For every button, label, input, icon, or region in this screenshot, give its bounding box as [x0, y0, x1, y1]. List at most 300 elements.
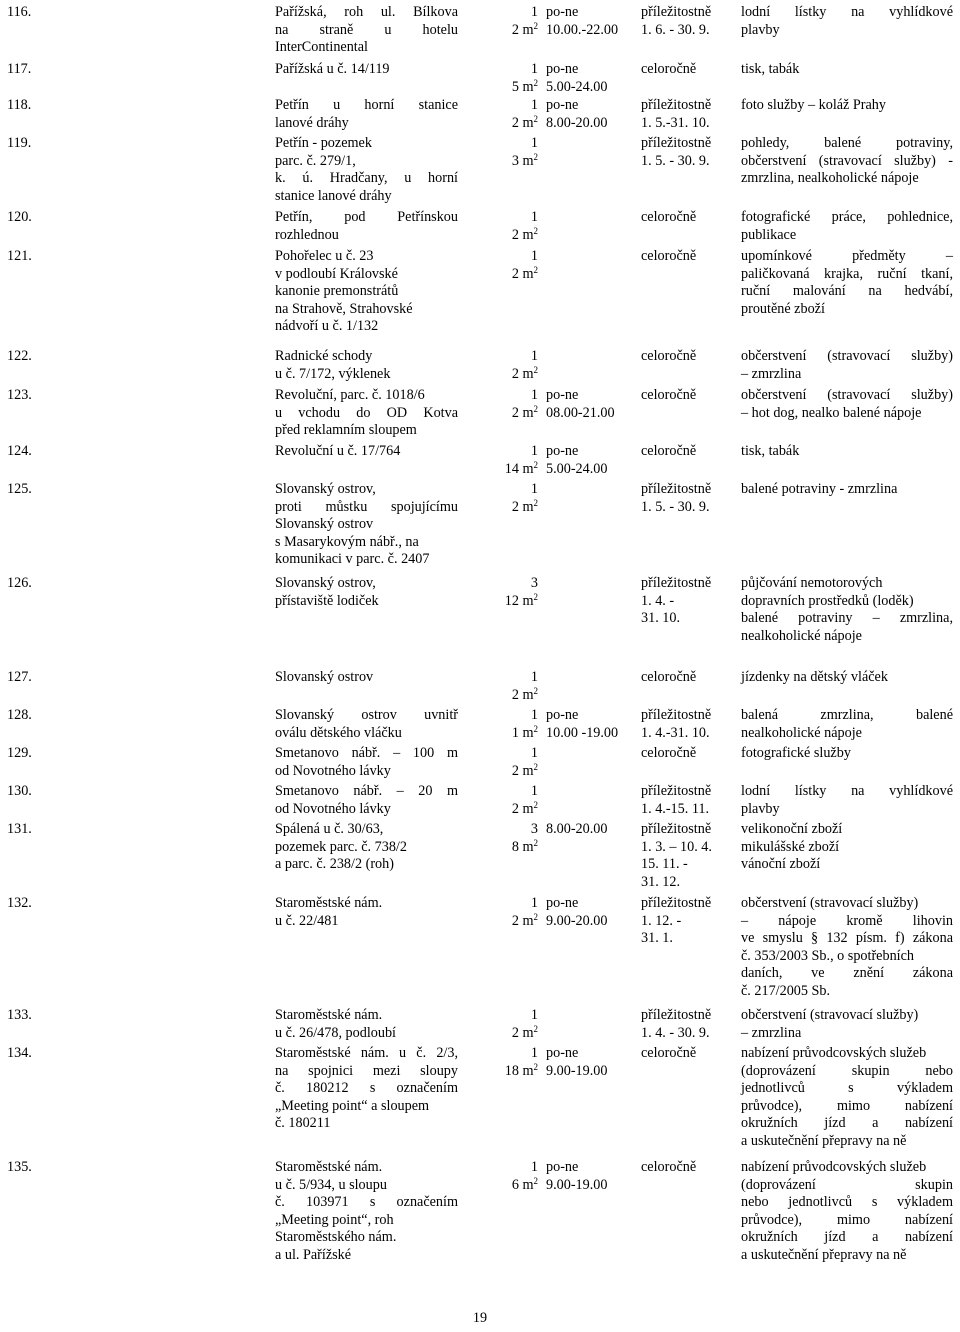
row-number	[7, 669, 67, 687]
cell-line: tisk, tabák	[741, 61, 800, 77]
area-superscript: 2	[533, 403, 538, 414]
period-cell	[641, 745, 735, 763]
area-superscript: 2	[533, 20, 538, 31]
cell-line: – hot dog, nealko balené nápoje	[741, 404, 922, 421]
cell-line: po-ne	[546, 387, 579, 403]
stall-area-value: 1 m	[511, 724, 534, 741]
cell-line: u č. 22/481	[275, 912, 339, 929]
row-number	[7, 4, 67, 22]
location-cell	[275, 783, 458, 818]
goods-cell	[741, 783, 953, 818]
cell-line: paličkovaná krajka, ruční tkaní,	[741, 265, 953, 282]
row-number-text: 118.	[7, 97, 32, 113]
area-cell	[470, 745, 538, 780]
hours-cell	[546, 821, 638, 839]
cell-line: příležitostně	[641, 821, 712, 837]
row-number-text: 119.	[7, 135, 32, 151]
cell-line: č. 180211	[275, 1115, 331, 1132]
cell-line: ruční malování na hedvábí,	[741, 283, 953, 300]
row-number-text: 131.	[7, 821, 32, 837]
area-superscript: 2	[533, 761, 538, 772]
goods-cell	[741, 248, 953, 318]
cell-line: celoročně	[641, 669, 697, 685]
hours-cell	[546, 61, 638, 96]
goods-cell	[741, 707, 953, 742]
row-number	[7, 1007, 67, 1025]
row-number-text: 132.	[7, 895, 32, 911]
stall-count: 1	[530, 895, 538, 911]
cell-line: Spálená u č. 30/63,	[275, 821, 384, 837]
cell-line: 5.00-24.00	[546, 460, 608, 477]
cell-line: příležitostně	[641, 481, 712, 497]
cell-line: „Meeting point“ a sloupem	[275, 1097, 430, 1114]
location-cell	[275, 669, 458, 687]
area-cell	[470, 821, 538, 856]
stall-area-value: 12 m	[504, 592, 534, 609]
goods-cell	[741, 1159, 953, 1265]
stall-area-value: 2 m	[511, 21, 534, 38]
period-cell	[641, 61, 735, 79]
row-number-text: 124.	[7, 443, 32, 459]
cell-line: jednotlivců s výkladem	[741, 1080, 953, 1097]
cell-line: č. 353/2003 Sb., o spotřebních	[741, 947, 914, 964]
stall-count: 1	[530, 1159, 538, 1175]
goods-cell	[741, 97, 953, 115]
cell-line: u č. 7/172, výklenek	[275, 365, 391, 382]
period-cell	[641, 387, 735, 405]
cell-line: zmrzlina, nealkoholické nápoje	[741, 170, 919, 187]
period-cell	[641, 1007, 735, 1042]
cell-line: č. 180212 s označením	[275, 1080, 458, 1097]
cell-line: daních, ve znění zákona	[741, 965, 953, 982]
row-number-text: 129.	[7, 745, 32, 761]
row-number-text: 134.	[7, 1045, 32, 1061]
stall-area	[470, 153, 538, 171]
area-cell	[470, 895, 538, 930]
area-cell	[470, 575, 538, 610]
period-cell	[641, 669, 735, 687]
cell-line: foto služby – koláž Prahy	[741, 97, 886, 113]
stall-area-value: 2 m	[511, 800, 534, 817]
stall-count: 1	[530, 61, 538, 77]
location-cell	[275, 348, 458, 383]
stall-count: 1	[530, 783, 538, 799]
area-cell	[470, 669, 538, 704]
row-number-text: 128.	[7, 707, 32, 723]
location-cell	[275, 1159, 458, 1265]
location-cell	[275, 209, 458, 244]
stall-area	[470, 115, 538, 133]
cell-line: Staroměstského nám.	[275, 1229, 397, 1246]
cell-line: příležitostně	[641, 135, 712, 151]
cell-line: občerstvení (stravovací služby)	[741, 895, 919, 911]
location-cell	[275, 481, 458, 569]
stall-area	[470, 725, 538, 743]
period-cell	[641, 1159, 735, 1177]
row-number	[7, 745, 67, 763]
cell-line: k. ú. Hradčany, u horní	[275, 170, 458, 187]
goods-cell	[741, 481, 953, 499]
cell-line: vánoční zboží	[741, 856, 821, 873]
period-cell	[641, 209, 735, 227]
goods-cell	[741, 443, 953, 461]
area-cell	[470, 707, 538, 742]
hours-cell	[546, 895, 638, 930]
area-superscript: 2	[533, 264, 538, 275]
area-cell	[470, 209, 538, 244]
cell-line: Radnické schody	[275, 348, 373, 364]
row-number	[7, 348, 67, 366]
cell-line: plavby	[741, 800, 780, 817]
cell-line: Staroměstské nám.	[275, 895, 383, 911]
goods-cell	[741, 821, 953, 874]
period-cell	[641, 1045, 735, 1063]
cell-line: občerstvení (stravovací služby)	[741, 1007, 919, 1023]
area-cell	[470, 783, 538, 818]
goods-cell	[741, 1007, 953, 1042]
stall-area-value: 3 m	[511, 152, 534, 169]
stall-area	[470, 1063, 538, 1081]
cell-line: u vchodu do OD Kotva	[275, 404, 458, 421]
stall-area-value: 2 m	[511, 686, 534, 703]
area-cell	[470, 135, 538, 170]
area-cell	[470, 387, 538, 422]
cell-line: nádvoří u č. 1/132	[275, 318, 379, 335]
goods-cell	[741, 209, 953, 244]
cell-line: celoročně	[641, 1045, 697, 1061]
stall-count: 1	[530, 1045, 538, 1061]
stall-count: 3	[530, 575, 538, 591]
period-cell	[641, 348, 735, 366]
cell-line: Slovanský ostrov uvnitř	[275, 707, 458, 723]
cell-line: parc. č. 279/1,	[275, 152, 356, 169]
location-cell	[275, 61, 458, 79]
cell-line: 1. 3. – 10. 4.	[641, 838, 712, 855]
cell-line: po-ne	[546, 707, 579, 723]
cell-line: příležitostně	[641, 895, 712, 911]
stall-area	[470, 763, 538, 781]
cell-line: Pařížská, roh ul. Bílkova	[275, 4, 458, 20]
row-number	[7, 1159, 67, 1177]
cell-line: lodní lístky na vyhlídkové	[741, 4, 953, 20]
row-number	[7, 135, 67, 153]
row-number-text: 135.	[7, 1159, 32, 1175]
area-superscript: 2	[533, 364, 538, 375]
location-cell	[275, 135, 458, 205]
row-number	[7, 97, 67, 115]
cell-line: Slovanský ostrov,	[275, 575, 376, 591]
cell-line: (doprovázení skupin nebo	[741, 1062, 953, 1079]
cell-line: u č. 5/934, u sloupu	[275, 1176, 387, 1193]
cell-line: mikulášské zboží	[741, 838, 840, 855]
stall-area	[470, 366, 538, 384]
cell-line: – zmrzlina	[741, 1024, 802, 1041]
area-superscript: 2	[533, 77, 538, 88]
row-number-text: 133.	[7, 1007, 32, 1023]
cell-line: příležitostně	[641, 707, 712, 723]
period-cell	[641, 707, 735, 742]
stall-count: 1	[530, 209, 538, 225]
area-superscript: 2	[533, 911, 538, 922]
row-number-text: 121.	[7, 248, 32, 264]
cell-line: Staroměstské nám. u č. 2/3,	[275, 1045, 458, 1061]
cell-line: nealkoholické nápoje	[741, 627, 862, 644]
location-cell	[275, 387, 458, 440]
cell-line: 1. 5. - 30. 9.	[641, 498, 710, 515]
cell-line: 8.00-20.00	[546, 821, 608, 837]
cell-line: 9.00-20.00	[546, 912, 608, 929]
period-cell	[641, 4, 735, 39]
cell-line: okružních jízd a nabízení	[741, 1115, 953, 1132]
area-superscript: 2	[533, 799, 538, 810]
cell-line: půjčování nemotorových	[741, 575, 883, 591]
row-number	[7, 1045, 67, 1063]
row-number	[7, 895, 67, 913]
cell-line: kanonie premonstrátů	[275, 283, 399, 300]
cell-line: publikace	[741, 226, 797, 243]
cell-line: po-ne	[546, 1045, 579, 1061]
row-number-text: 130.	[7, 783, 32, 799]
stall-area	[470, 79, 538, 97]
period-cell	[641, 443, 735, 461]
stall-count: 1	[530, 443, 538, 459]
stall-area	[470, 1025, 538, 1043]
cell-line: plavby	[741, 21, 780, 38]
cell-line: příležitostně	[641, 1007, 712, 1023]
cell-line: celoročně	[641, 443, 697, 459]
location-cell	[275, 443, 458, 461]
cell-line: nealkoholické nápoje	[741, 724, 862, 741]
cell-line: po-ne	[546, 97, 579, 113]
cell-line: po-ne	[546, 61, 579, 77]
cell-line: upomínkové předměty –	[741, 248, 953, 264]
location-cell	[275, 821, 458, 874]
cell-line: Petřín u horní stanice	[275, 97, 458, 113]
stall-area	[470, 461, 538, 479]
cell-line: 1. 4. - 30. 9.	[641, 1024, 710, 1041]
stall-count: 1	[530, 135, 538, 151]
cell-line: balená zmrzlina, balené	[741, 707, 953, 723]
stall-area-value: 2 m	[511, 114, 534, 131]
period-cell	[641, 248, 735, 266]
cell-line: 1. 5.-31. 10.	[641, 114, 710, 131]
stall-area	[470, 801, 538, 819]
cell-line: občerstvení (stravovací služby)	[741, 348, 953, 364]
hours-cell	[546, 4, 638, 39]
goods-cell	[741, 348, 953, 383]
row-number-text: 120.	[7, 209, 32, 225]
row-number-text: 122.	[7, 348, 32, 364]
cell-line: 8.00-20.00	[546, 114, 608, 131]
row-number	[7, 387, 67, 405]
area-superscript: 2	[533, 723, 538, 734]
cell-line: jízdenky na dětský vláček	[741, 669, 888, 685]
cell-line: (doprovázení skupin	[741, 1176, 953, 1193]
cell-line: průvodce), mimo nabízení	[741, 1211, 953, 1228]
stall-area-value: 2 m	[511, 762, 534, 779]
period-cell	[641, 821, 735, 891]
row-number	[7, 443, 67, 461]
cell-line: před reklamním sloupem	[275, 422, 417, 439]
cell-line: na spojnici mezi sloupy	[275, 1062, 458, 1079]
cell-line: celoročně	[641, 61, 697, 77]
period-cell	[641, 481, 735, 516]
cell-line: oválu dětského vláčku	[275, 724, 402, 741]
cell-line: Staroměstské nám.	[275, 1007, 383, 1023]
cell-line: 1. 4.-31. 10.	[641, 724, 710, 741]
area-cell	[470, 61, 538, 96]
cell-line: nebo jednotlivců s výkladem	[741, 1194, 953, 1211]
area-superscript: 2	[533, 685, 538, 696]
period-cell	[641, 895, 735, 948]
row-number-text: 125.	[7, 481, 32, 497]
cell-line: ve smyslu § 132 písm. f) zákona	[741, 930, 953, 947]
area-superscript: 2	[533, 1023, 538, 1034]
row-number-text: 123.	[7, 387, 32, 403]
cell-line: lanové dráhy	[275, 114, 349, 131]
row-number	[7, 248, 67, 266]
stall-area-value: 2 m	[511, 1024, 534, 1041]
cell-line: občerstvení (stravovací služby)	[741, 387, 953, 403]
cell-line: celoročně	[641, 209, 697, 225]
stall-area-value: 2 m	[511, 912, 534, 929]
stall-count: 1	[530, 97, 538, 113]
cell-line: Petřín - pozemek	[275, 135, 372, 151]
cell-line: od Novotného lávky	[275, 762, 391, 779]
area-cell	[470, 4, 538, 39]
cell-line: příležitostně	[641, 783, 712, 799]
cell-line: Smetanovo nábř. – 20 m	[275, 783, 458, 799]
cell-line: celoročně	[641, 745, 697, 761]
goods-cell	[741, 1045, 953, 1151]
area-cell	[470, 481, 538, 516]
location-cell	[275, 575, 458, 610]
hours-cell	[546, 707, 638, 742]
stall-count: 1	[530, 707, 538, 723]
cell-line: 08.00-21.00	[546, 404, 615, 421]
goods-cell	[741, 745, 953, 763]
cell-line: 1. 6. - 30. 9.	[641, 21, 710, 38]
cell-line: 31. 10.	[641, 610, 681, 627]
cell-line: 31. 12.	[641, 873, 681, 890]
row-number	[7, 575, 67, 593]
cell-line: komunikaci v parc. č. 2407	[275, 551, 430, 568]
stall-area	[470, 839, 538, 857]
stall-area-value: 2 m	[511, 498, 534, 515]
row-number-text: 117.	[7, 61, 32, 77]
cell-line: a uskutečnění přepravy na ně	[741, 1246, 907, 1263]
stall-area	[470, 1177, 538, 1195]
stall-count: 1	[530, 248, 538, 264]
cell-line: příležitostně	[641, 575, 712, 591]
cell-line: balené potraviny - zmrzlina	[741, 481, 898, 497]
row-number	[7, 209, 67, 227]
stall-area-value: 6 m	[511, 1176, 534, 1193]
cell-line: průvodce), mimo nabízení	[741, 1097, 953, 1114]
stall-area-value: 2 m	[511, 365, 534, 382]
area-superscript: 2	[533, 837, 538, 848]
goods-cell	[741, 895, 953, 1001]
area-superscript: 2	[533, 459, 538, 470]
hours-cell	[546, 97, 638, 132]
stall-count: 1	[530, 481, 538, 497]
row-number	[7, 783, 67, 801]
cell-line: pozemek parc. č. 738/2	[275, 838, 407, 855]
cell-line: „Meeting point“, roh	[275, 1211, 394, 1228]
area-cell	[470, 348, 538, 383]
cell-line: Pařížská u č. 14/119	[275, 61, 390, 77]
cell-line: InterContinental	[275, 39, 368, 56]
cell-line: celoročně	[641, 248, 697, 264]
stall-area	[470, 22, 538, 40]
stall-area-value: 2 m	[511, 265, 534, 282]
row-number-text: 127.	[7, 669, 32, 685]
row-number	[7, 821, 67, 839]
cell-line: velikonoční zboží	[741, 821, 843, 837]
cell-line: fotografické práce, pohlednice,	[741, 209, 953, 225]
cell-line: nabízení průvodcovských služeb	[741, 1159, 927, 1175]
cell-line: stanice lanové dráhy	[275, 187, 392, 204]
cell-line: od Novotného lávky	[275, 800, 391, 817]
stall-area	[470, 687, 538, 705]
cell-line: příležitostně	[641, 97, 712, 113]
cell-line: na Strahově, Strahovské	[275, 300, 413, 317]
area-cell	[470, 1045, 538, 1080]
stall-area-value: 8 m	[511, 838, 534, 855]
cell-line: 9.00-19.00	[546, 1176, 608, 1193]
cell-line: v podloubí Královské	[275, 265, 398, 282]
area-cell	[470, 248, 538, 283]
row-number	[7, 61, 67, 79]
cell-line: a parc. č. 238/2 (roh)	[275, 856, 394, 873]
stall-area	[470, 499, 538, 517]
area-cell	[470, 97, 538, 132]
period-cell	[641, 97, 735, 132]
goods-cell	[741, 4, 953, 39]
cell-line: dopravních prostředků (loděk)	[741, 592, 914, 609]
cell-line: – zmrzlina	[741, 365, 802, 382]
cell-line: 10.00.-22.00	[546, 21, 619, 38]
cell-line: Slovanský ostrov,	[275, 481, 376, 497]
location-cell	[275, 1007, 458, 1042]
area-superscript: 2	[533, 497, 538, 508]
location-cell	[275, 248, 458, 336]
stall-area	[470, 593, 538, 611]
cell-line: 1. 12. -	[641, 912, 682, 929]
cell-line: 10.00 -19.00	[546, 724, 619, 741]
cell-line: celoročně	[641, 348, 697, 364]
hours-cell	[546, 1045, 638, 1080]
cell-line: po-ne	[546, 895, 579, 911]
cell-line: balené potraviny – zmrzlina,	[741, 610, 953, 627]
cell-line: pohledy, balené potraviny,	[741, 135, 953, 151]
cell-line: lodní lístky na vyhlídkové	[741, 783, 953, 799]
row-number	[7, 481, 67, 499]
location-cell	[275, 745, 458, 780]
cell-line: Revoluční, parc. č. 1018/6	[275, 387, 425, 403]
stall-count: 1	[530, 1007, 538, 1023]
area-superscript: 2	[533, 151, 538, 162]
cell-line: 1. 4. -	[641, 592, 675, 609]
stall-area-value: 2 m	[511, 404, 534, 421]
period-cell	[641, 135, 735, 170]
row-number	[7, 707, 67, 725]
cell-line: Revoluční u č. 17/764	[275, 443, 401, 459]
cell-line: okružních jízd a nabízení	[741, 1229, 953, 1246]
cell-line: přístaviště lodiček	[275, 592, 379, 609]
cell-line: po-ne	[546, 443, 579, 459]
cell-line: u č. 26/478, podloubí	[275, 1024, 396, 1041]
